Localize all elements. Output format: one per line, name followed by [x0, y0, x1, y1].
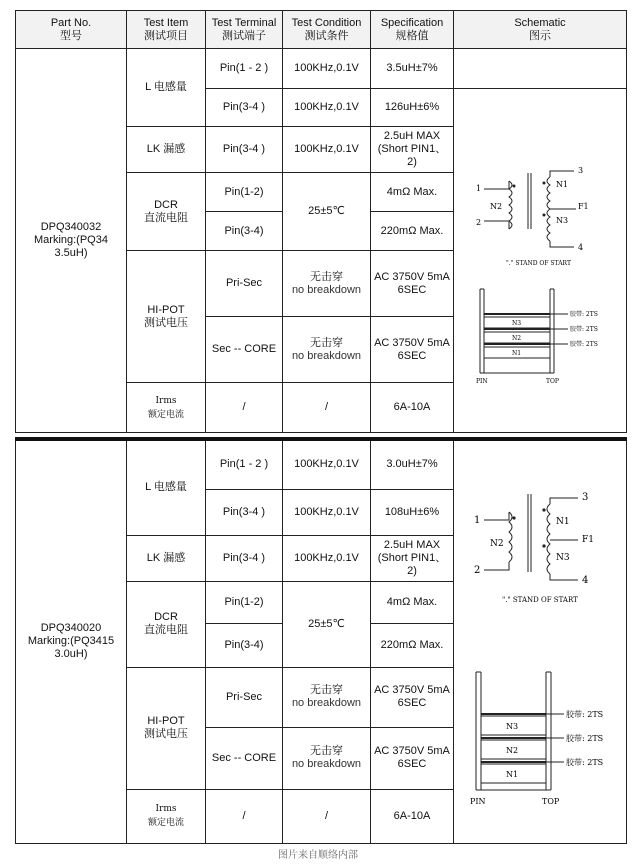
- lk-item: LK 漏感: [127, 127, 206, 173]
- image-caption: 图片来自顺络内部: [278, 850, 358, 861]
- svg-text:2: 2: [474, 564, 481, 576]
- lk-pin: Pin(3-4 ): [206, 535, 283, 581]
- svg-text:1: 1: [474, 514, 481, 526]
- svg-text:TOP: TOP: [546, 377, 559, 385]
- winding-diagram: [484, 494, 578, 580]
- l1-pin: Pin(1 - 2 ): [206, 439, 283, 489]
- l1-spec: 3.5uH±7%: [371, 49, 454, 89]
- svg-text:N2: N2: [512, 334, 522, 342]
- irms-cond: /: [283, 383, 371, 433]
- hp1-cond: 无击穿 no breakdown: [283, 667, 371, 727]
- hp2-cond: 无击穿 no breakdown: [283, 317, 371, 383]
- svg-text:PIN: PIN: [470, 796, 486, 806]
- hp2-pin: Sec -- CORE: [206, 727, 283, 789]
- svg-text:N3: N3: [506, 721, 519, 731]
- irms-spec: 6A-10A: [371, 789, 454, 843]
- hp2-cond: 无击穿 no breakdown: [283, 727, 371, 789]
- svg-text:1: 1: [476, 183, 482, 193]
- header-test-condition: Test Condition 测试条件: [283, 11, 371, 49]
- layer-diagram: [476, 672, 564, 790]
- svg-text:N1: N1: [512, 349, 522, 357]
- dcr2-pin: Pin(3-4): [206, 623, 283, 667]
- schematic-cell: [454, 89, 627, 433]
- hp1-pin: Pri-Sec: [206, 667, 283, 727]
- svg-text:N3: N3: [512, 319, 522, 327]
- hp1-pin: Pri-Sec: [206, 251, 283, 317]
- l2-spec: 126uH±6%: [371, 89, 454, 127]
- svg-text:胶带: 2TS: 胶带: 2TS: [566, 733, 604, 743]
- l1-cond: 100KHz,0.1V: [283, 439, 371, 489]
- part-cell: DPQ340020 Marking:(PQ3415 3.0uH): [16, 439, 127, 843]
- svg-text:PIN: PIN: [476, 377, 488, 385]
- svg-text:胶带: 2TS: 胶带: 2TS: [570, 325, 598, 333]
- layer-diagram: [480, 289, 568, 373]
- hp2-pin: Sec -- CORE: [206, 317, 283, 383]
- svg-text:F1: F1: [578, 201, 589, 211]
- l1-spec: 3.0uH±7%: [371, 439, 454, 489]
- dcr-cond: 25±5℃: [283, 581, 371, 667]
- header-part-no: Part No. 型号: [16, 11, 127, 49]
- spec-table-2: [15, 437, 627, 844]
- l2-cond: 100KHz,0.1V: [283, 89, 371, 127]
- header-test-item: Test Item 测试项目: [127, 11, 206, 49]
- svg-text:N2: N2: [490, 538, 504, 549]
- svg-text:胶带: 2TS: 胶带: 2TS: [570, 310, 598, 318]
- svg-text:TOP: TOP: [542, 796, 560, 806]
- lk-item: LK 漏感: [127, 535, 206, 581]
- lk-spec: 2.5uH MAX (Short PIN1、 2): [371, 127, 454, 173]
- dcr1-spec: 4mΩ Max.: [371, 581, 454, 623]
- dcr-cond: 25±5℃: [283, 173, 371, 251]
- lk-cond: 100KHz,0.1V: [283, 127, 371, 173]
- hp2-spec: AC 3750V 5mA 6SEC: [371, 727, 454, 789]
- svg-text:N1: N1: [506, 769, 519, 779]
- lk-pin: Pin(3-4 ): [206, 127, 283, 173]
- l2-cond: 100KHz,0.1V: [283, 489, 371, 535]
- svg-text:4: 4: [578, 242, 584, 252]
- lk-spec: 2.5uH MAX (Short PIN1、 2): [371, 535, 454, 581]
- svg-text:"." STAND OF START: "." STAND OF START: [502, 595, 578, 604]
- svg-text:4: 4: [582, 574, 589, 586]
- irms-cond: /: [283, 789, 371, 843]
- irms-pin: /: [206, 383, 283, 433]
- header-test-terminal: Test Terminal 测试端子: [206, 11, 283, 49]
- l-inductance-item: L 电感量: [127, 439, 206, 535]
- svg-text:N1: N1: [556, 179, 569, 189]
- l2-pin: Pin(3-4 ): [206, 489, 283, 535]
- dcr-item: DCR 直流电阻: [127, 581, 206, 667]
- svg-text:N3: N3: [556, 552, 570, 563]
- header-schematic: Schematic 图示: [454, 11, 627, 49]
- hp2-spec: AC 3750V 5mA 6SEC: [371, 317, 454, 383]
- transformer-schematic: [454, 442, 627, 842]
- dcr2-spec: 220mΩ Max.: [371, 212, 454, 251]
- svg-text:N2: N2: [506, 745, 519, 755]
- l1-pin: Pin(1 - 2 ): [206, 49, 283, 89]
- irms-spec: 6A-10A: [371, 383, 454, 433]
- svg-text:3: 3: [582, 491, 589, 503]
- schematic-blank: [454, 49, 627, 89]
- svg-text:胶带: 2TS: 胶带: 2TS: [570, 340, 598, 348]
- irms-item: Irms 额定电流: [127, 383, 206, 433]
- dcr1-spec: 4mΩ Max.: [371, 173, 454, 212]
- dcr1-pin: Pin(1-2): [206, 173, 283, 212]
- irms-item: Irms 额定电流: [127, 789, 206, 843]
- l2-spec: 108uH±6%: [371, 489, 454, 535]
- hipot-item: HI-POT 测试电压: [127, 667, 206, 789]
- dcr1-pin: Pin(1-2): [206, 581, 283, 623]
- l-inductance-item: L 电感量: [127, 49, 206, 127]
- svg-text:胶带: 2TS: 胶带: 2TS: [566, 709, 604, 719]
- svg-text:"." STAND OF START: "." STAND OF START: [506, 259, 571, 267]
- dcr2-pin: Pin(3-4): [206, 212, 283, 251]
- dcr2-spec: 220mΩ Max.: [371, 623, 454, 667]
- spec-table-1: [15, 10, 627, 433]
- svg-text:2: 2: [476, 217, 482, 227]
- svg-text:N2: N2: [490, 201, 503, 211]
- dcr-item: DCR 直流电阻: [127, 173, 206, 251]
- lk-cond: 100KHz,0.1V: [283, 535, 371, 581]
- header-specification: Specification 规格值: [371, 11, 454, 49]
- l1-cond: 100KHz,0.1V: [283, 49, 371, 89]
- svg-text:N3: N3: [556, 215, 569, 225]
- schematic-cell: [454, 439, 627, 843]
- svg-text:3: 3: [578, 165, 584, 175]
- transformer-schematic: [454, 111, 627, 411]
- svg-text:F1: F1: [582, 534, 594, 545]
- hipot-item: HI-POT 测试电压: [127, 251, 206, 383]
- irms-pin: /: [206, 789, 283, 843]
- part-cell: DPQ340032 Marking:(PQ34 3.5uH): [16, 49, 127, 433]
- hp1-cond: 无击穿 no breakdown: [283, 251, 371, 317]
- svg-text:胶带: 2TS: 胶带: 2TS: [566, 757, 604, 767]
- l2-pin: Pin(3-4 ): [206, 89, 283, 127]
- hp1-spec: AC 3750V 5mA 6SEC: [371, 251, 454, 317]
- svg-text:N1: N1: [556, 516, 570, 527]
- hp1-spec: AC 3750V 5mA 6SEC: [371, 667, 454, 727]
